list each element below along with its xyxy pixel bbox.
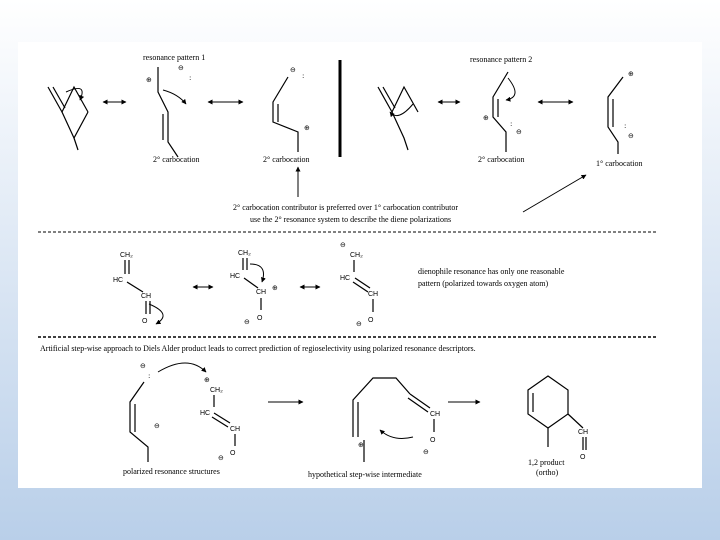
ch2-label: CH₂ [350, 252, 363, 259]
dienophile-structure-2 [230, 250, 278, 326]
ch2-label: CH₂ [238, 250, 251, 257]
o-label: O [430, 437, 436, 444]
label-2deg-a: 2° carbocation [153, 155, 200, 164]
minus-charge: ⊖ [140, 362, 146, 370]
o-label: O [580, 454, 586, 461]
minus-charge: ⊖ [178, 64, 184, 72]
curved-arrow [158, 363, 206, 372]
ch-label: CH [230, 426, 241, 433]
minus-charge: ⊖ [154, 422, 160, 430]
minus-charge: ⊖ [628, 132, 634, 140]
minus-charge: ⊖ [340, 241, 346, 249]
row1-note-line1: 2° carbocation contributor is preferred over 1° carbocation contributor [233, 203, 458, 212]
plus-charge: ⊕ [483, 114, 489, 122]
ch-label: CH [256, 289, 267, 296]
label-2deg-b: 2° carbocation [263, 155, 310, 164]
lone-pair: : [189, 74, 192, 82]
hc-label: HC [340, 275, 351, 282]
row2-note-line2: pattern (polarized towards oxygen atom) [418, 279, 549, 288]
mechanism-diagram [18, 42, 702, 488]
plus-charge: ⊕ [304, 124, 310, 132]
pattern2-label: resonance pattern 2 [470, 55, 533, 64]
diene-structure-5 [483, 72, 522, 152]
plus-charge: ⊕ [146, 76, 152, 84]
row1-note-line2: use the 2° resonance system to describe the diene polarizations [250, 215, 452, 224]
diene-structure-1 [48, 87, 88, 150]
plus-charge: ⊕ [204, 376, 210, 384]
plus-charge: ⊕ [628, 70, 634, 78]
label-1deg: 1° carbocation [596, 159, 643, 168]
o-label: O [142, 318, 148, 325]
minus-charge: ⊖ [516, 128, 522, 136]
diene-structure-6 [608, 70, 634, 154]
ch-label: CH [578, 429, 589, 436]
hc-label: HC [113, 277, 124, 284]
pattern1-label: resonance pattern 1 [143, 53, 206, 62]
diene-structure-4 [378, 87, 418, 150]
stepwise-intermediate [353, 378, 440, 462]
polarized-dienophile [200, 376, 240, 462]
ch-label: CH [141, 293, 152, 300]
plus-charge: ⊕ [358, 441, 364, 449]
o-label: O [230, 450, 236, 457]
curved-arrow [163, 90, 186, 104]
ch2-label: CH₂ [120, 252, 133, 259]
ch2-label: CH₂ [210, 387, 223, 394]
slide-canvas [18, 42, 702, 488]
curved-arrow [250, 264, 264, 282]
curved-arrow [149, 304, 163, 324]
curved-arrow [506, 78, 515, 100]
label-2deg-c: 2° carbocation [478, 155, 525, 164]
polarized-diene [130, 362, 206, 462]
hc-label: HC [200, 410, 211, 417]
label-product-1: 1,2 product [528, 458, 565, 467]
curved-arrow [380, 430, 413, 438]
lone-pair: : [148, 372, 151, 380]
minus-charge: ⊖ [423, 448, 429, 456]
o-label: O [368, 317, 374, 324]
lone-pair: : [624, 122, 627, 130]
lone-pair: : [302, 72, 305, 80]
plus-charge: ⊕ [272, 284, 278, 292]
o-label: O [257, 315, 263, 322]
ch-label: CH [430, 411, 441, 418]
minus-charge: ⊖ [356, 320, 362, 328]
minus-charge: ⊖ [218, 454, 224, 462]
hc-label: HC [230, 273, 241, 280]
product-cyclohexene [528, 376, 588, 461]
row3-heading: Artificial step-wise approach to Diels Alder product leads to correct prediction of regioselectivity using polarized resonance descriptors. [40, 344, 476, 353]
label-product-2: (ortho) [536, 468, 559, 477]
dienophile-structure-1 [113, 252, 163, 325]
label-intermediate: hypothetical step-wise intermediate [308, 470, 422, 479]
label-polarized: polarized resonance structures [123, 467, 220, 476]
diene-structure-2 [146, 64, 191, 157]
diene-structure-3 [273, 66, 310, 152]
dienophile-structure-3 [340, 241, 378, 328]
row2-note-line1: dienophile resonance has only one reasonable [418, 267, 565, 276]
pointer-arrow-diagonal [523, 175, 586, 212]
minus-charge: ⊖ [244, 318, 250, 326]
lone-pair: : [510, 120, 513, 128]
ch-label: CH [368, 291, 379, 298]
minus-charge: ⊖ [290, 66, 296, 74]
